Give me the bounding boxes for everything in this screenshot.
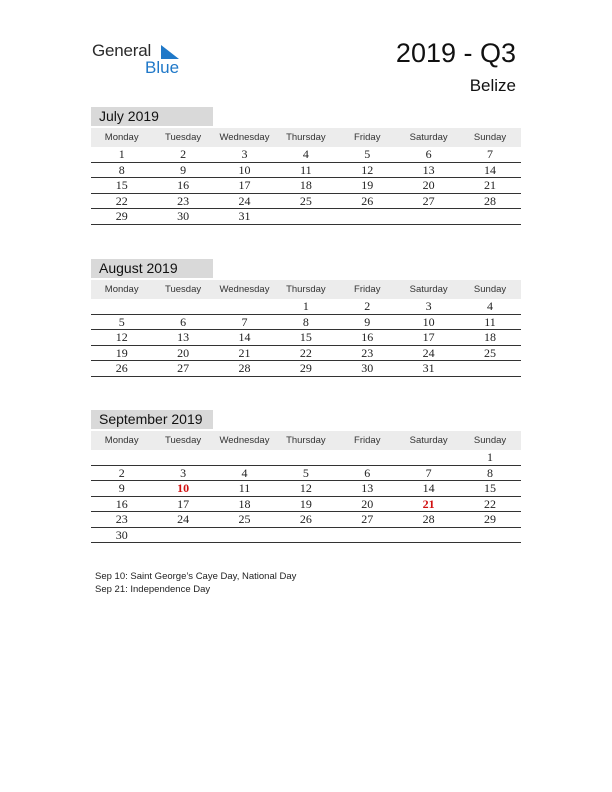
day-cell: 7 [487, 147, 494, 161]
day-cell: 13 [177, 330, 190, 344]
weekday-label: Tuesday [165, 284, 202, 295]
page-title: 2019 - Q3 [395, 38, 516, 68]
day-cell: 10 [238, 162, 251, 177]
day-cell: 19 [361, 178, 374, 192]
weekday-header-row [91, 280, 521, 299]
day-cell [337, 209, 398, 224]
day-cell: 17 [238, 178, 251, 192]
day-cell: 27 [177, 361, 190, 375]
day-cell: 3 [241, 147, 248, 161]
day-cell [214, 299, 275, 314]
weekday-label: Wednesday [219, 284, 270, 295]
logo-blue-text: Blue [145, 58, 180, 77]
weekday-label: Sunday [473, 435, 507, 446]
day-cell: 16 [115, 496, 128, 511]
week-row [91, 315, 521, 331]
day-cell: 10 [422, 314, 435, 329]
month-july [91, 107, 521, 225]
day-cell: 31 [238, 209, 251, 223]
weekday-label: Wednesday [219, 132, 270, 143]
week-row [91, 497, 521, 513]
day-cell: 5 [302, 465, 309, 480]
day-cell: 10 [177, 481, 190, 495]
logo [92, 41, 192, 81]
day-cell: 5 [364, 147, 371, 161]
day-cell: 14 [422, 481, 435, 495]
day-cell: 8 [118, 162, 125, 177]
logo-general-text: General [92, 41, 152, 60]
day-cell [398, 209, 459, 224]
day-cell: 1 [487, 450, 494, 464]
day-cell: 7 [241, 314, 248, 329]
day-cell: 22 [115, 193, 128, 208]
day-cell: 23 [177, 193, 190, 208]
week-row [91, 361, 521, 377]
day-cell [275, 528, 336, 543]
day-cell [275, 450, 336, 465]
weekday-label: Thursday [286, 284, 326, 295]
day-cell: 23 [115, 512, 128, 526]
day-cell: 22 [484, 496, 497, 511]
weekday-label: Saturday [409, 284, 448, 295]
week-row [91, 466, 521, 482]
month-august [91, 259, 521, 377]
country-name: Belize [469, 76, 516, 95]
day-cell: 2 [364, 299, 371, 313]
week-row [91, 330, 521, 346]
week-row [91, 194, 521, 210]
day-cell [337, 450, 398, 465]
day-cell: 25 [299, 193, 312, 208]
month-header: July 2019 [91, 107, 213, 126]
day-cell: 17 [177, 496, 190, 511]
day-cell: 29 [299, 361, 312, 375]
day-cell: 8 [487, 465, 494, 480]
weekday-label: Tuesday [165, 435, 202, 446]
weekday-label: Saturday [409, 435, 448, 446]
day-cell: 24 [177, 512, 190, 526]
day-cell: 11 [484, 314, 496, 329]
weeks [91, 147, 521, 225]
day-cell: 24 [422, 345, 435, 360]
day-cell: 4 [241, 465, 248, 480]
day-cell [337, 528, 398, 543]
weekday-label: Monday [104, 284, 139, 295]
month-header: August 2019 [91, 259, 213, 278]
day-cell: 19 [299, 496, 312, 511]
day-cell [459, 361, 520, 376]
day-cell: 1 [118, 147, 125, 161]
day-cell: 21 [238, 345, 251, 360]
week-row [91, 299, 521, 315]
day-cell: 9 [364, 314, 371, 329]
weekday-label: Thursday [286, 132, 326, 143]
day-cell: 14 [484, 162, 497, 177]
weekday-label: Friday [354, 284, 381, 295]
day-cell: 2 [180, 147, 187, 161]
weekday-label: Monday [104, 132, 139, 143]
day-cell: 16 [361, 330, 374, 344]
week-row [91, 178, 521, 194]
day-cell: 3 [425, 299, 432, 313]
day-cell: 2 [118, 465, 125, 480]
month-september [91, 410, 521, 543]
day-cell: 28 [422, 512, 435, 526]
weekday-label: Tuesday [165, 132, 202, 143]
day-cell [398, 528, 459, 543]
day-cell: 25 [484, 345, 497, 360]
day-cell: 18 [299, 178, 312, 192]
day-cell: 21 [484, 178, 497, 192]
day-cell: 26 [299, 512, 312, 526]
day-cell: 1 [302, 299, 309, 313]
day-cell: 13 [361, 481, 374, 495]
day-cell: 28 [484, 193, 497, 208]
day-cell: 30 [361, 361, 374, 375]
day-cell: 12 [115, 330, 128, 344]
day-cell: 4 [302, 147, 309, 161]
day-cell [275, 209, 336, 224]
weekday-label: Friday [354, 435, 381, 446]
day-cell: 6 [180, 314, 187, 329]
week-row [91, 346, 521, 362]
day-cell: 6 [425, 147, 432, 161]
day-cell: 24 [238, 193, 251, 208]
day-cell: 5 [118, 314, 125, 329]
week-row [91, 481, 521, 497]
day-cell: 3 [180, 465, 187, 480]
day-cell [398, 450, 459, 465]
day-cell: 9 [118, 481, 125, 495]
weekday-label: Monday [104, 435, 139, 446]
day-cell: 29 [484, 512, 497, 526]
day-cell [459, 209, 520, 224]
day-cell: 7 [425, 465, 432, 480]
weekday-label: Friday [354, 132, 381, 143]
day-cell [152, 450, 213, 465]
day-cell: 11 [238, 481, 251, 495]
day-cell: 20 [177, 345, 190, 360]
holiday-note: Sep 10: Saint George’s Caye Day, National Day [95, 571, 297, 582]
week-row [91, 528, 521, 544]
month-header: September 2019 [91, 410, 213, 429]
day-cell: 20 [422, 178, 435, 192]
day-cell: 26 [115, 361, 128, 375]
day-cell [214, 450, 275, 465]
day-cell: 4 [487, 299, 494, 313]
weekday-label: Saturday [409, 132, 448, 143]
day-cell: 28 [238, 361, 251, 375]
day-cell [91, 299, 152, 314]
day-cell: 26 [361, 193, 374, 208]
day-cell: 15 [115, 178, 128, 192]
day-cell: 12 [361, 162, 374, 177]
holiday-notes [95, 570, 296, 596]
day-cell: 18 [484, 330, 497, 344]
week-row [91, 147, 521, 163]
day-cell: 27 [422, 193, 435, 208]
weekday-label: Sunday [473, 132, 507, 143]
day-cell: 17 [422, 330, 435, 344]
day-cell: 14 [238, 330, 251, 344]
day-cell: 12 [299, 481, 312, 495]
day-cell: 27 [361, 512, 374, 526]
day-cell: 13 [422, 162, 435, 177]
day-cell: 11 [300, 162, 312, 177]
weeks [91, 299, 521, 377]
day-cell: 6 [364, 465, 371, 480]
day-cell [214, 528, 275, 543]
weekday-header-row [91, 128, 521, 147]
day-cell: 22 [299, 345, 312, 360]
week-row [91, 209, 521, 225]
day-cell [91, 450, 152, 465]
day-cell: 31 [422, 361, 435, 375]
weekday-label: Thursday [286, 435, 326, 446]
day-cell: 23 [361, 345, 374, 360]
day-cell [152, 528, 213, 543]
holiday-note: Sep 21: Independence Day [95, 584, 211, 595]
week-row [91, 450, 521, 466]
day-cell: 30 [115, 527, 128, 542]
weekday-header-row [91, 431, 521, 450]
weekday-label: Wednesday [219, 435, 270, 446]
week-row [91, 512, 521, 528]
day-cell: 20 [361, 496, 374, 511]
day-cell: 25 [238, 512, 251, 526]
day-cell: 21 [422, 496, 435, 511]
day-cell: 15 [484, 481, 497, 495]
day-cell: 29 [115, 209, 128, 223]
day-cell [152, 299, 213, 314]
day-cell: 30 [177, 209, 190, 223]
day-cell: 19 [115, 345, 128, 360]
day-cell: 8 [302, 314, 309, 329]
day-cell: 15 [299, 330, 312, 344]
weeks [91, 450, 521, 543]
day-cell: 16 [177, 178, 190, 192]
day-cell: 9 [180, 162, 187, 177]
day-cell [459, 528, 520, 543]
week-row [91, 163, 521, 179]
day-cell: 18 [238, 496, 251, 511]
weekday-label: Sunday [473, 284, 507, 295]
